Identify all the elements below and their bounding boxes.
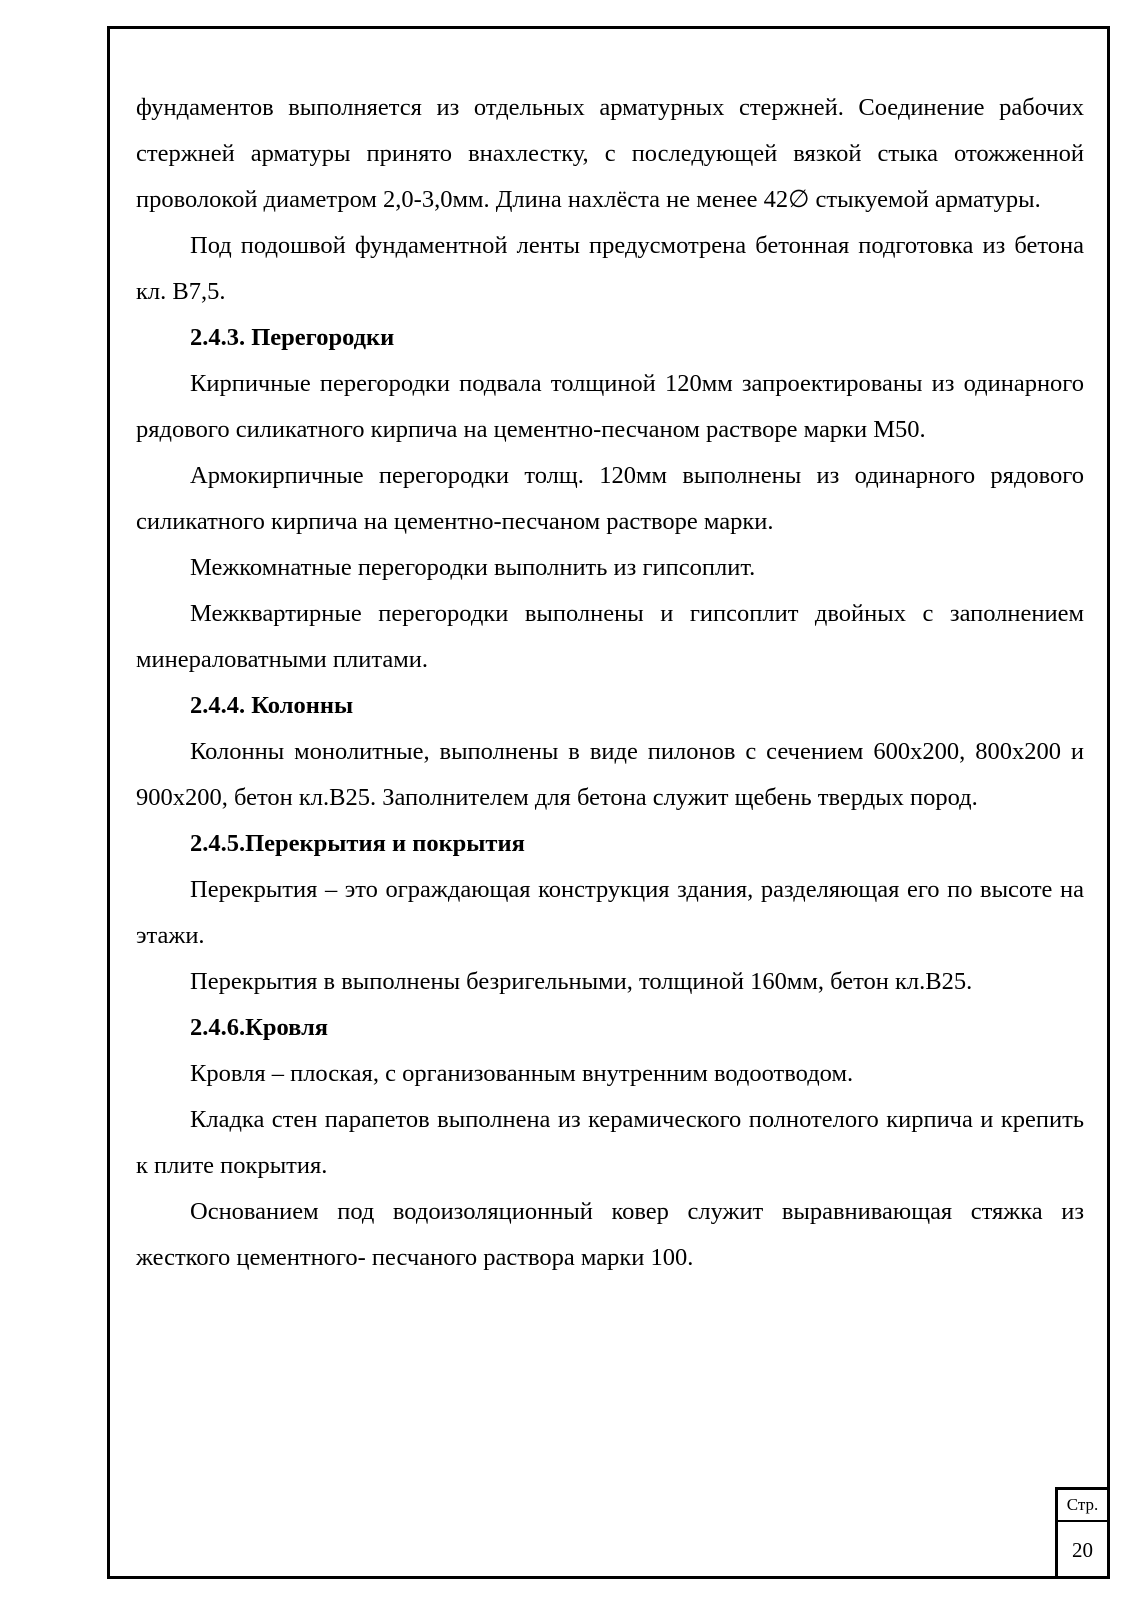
paragraph-floors-definition: Перекрытия – это ограждающая конструкция здания, разделяющая его по высоте на этажи. (136, 876, 1084, 949)
page-number-stamp (1055, 1487, 1110, 1579)
document-body (136, 85, 1084, 1281)
heading-roof: 2.4.6.Кровля (190, 1014, 329, 1041)
paragraph-roof-type: Кровля – плоская, с организованным внутренним водоотводом. (190, 1060, 854, 1087)
paragraph-foundation-reinforcement: фундаментов выполняется из отдельных арматурных стержней. Соединение рабочих стержней арматуры принято внахлестку, с последующей вязкой стыка отожженной проволокой диаметром 2,0-3,0мм. Длина нахлёста не менее 42∅ стыкуемой арматуры. (136, 94, 1084, 213)
paragraph-reinforced-partitions: Армокирпичные перегородки толщ. 120мм выполнены из одинарного рядового силикатного кирпича на цементно-песчаном растворе марки. (136, 462, 1084, 535)
paragraph-interroom-partitions: Межкомнатные перегородки выполнить из гипсоплит. (190, 554, 756, 581)
paragraph-roof-base: Основанием под водоизоляционный ковер служит выравнивающая стяжка из жесткого цементного- песчаного раствора марки 100. (136, 1198, 1084, 1271)
heading-floors-and-roofs: 2.4.5.Перекрытия и покрытия (190, 830, 525, 857)
paragraph-basement-partitions: Кирпичные перегородки подвала толщиной 120мм запроектированы из одинарного рядового силикатного кирпича на цементно-песчаном растворе марки М50. (136, 370, 1084, 443)
heading-columns: 2.4.4. Колонны (190, 692, 354, 719)
paragraph-columns: Колонны монолитные, выполнены в виде пилонов с сечением 600х200, 800х200 и 900х200, бетон кл.В25. Заполнителем для бетона служит щебень твердых пород. (136, 738, 1084, 811)
paragraph-interapartment-partitions: Межквартирные перегородки выполнены и гипсоплит двойных с заполнением минераловатными плитами. (136, 600, 1084, 673)
heading-partitions: 2.4.3. Перегородки (190, 324, 395, 351)
paragraph-floors-spec: Перекрытия в выполнены безригельными, толщиной 160мм, бетон кл.В25. (190, 968, 973, 995)
page-label: Стр. (1058, 1490, 1107, 1522)
page-number: 20 (1072, 1538, 1093, 1562)
paragraph-parapet-walls: Кладка стен парапетов выполнена из керамического полнотелого кирпича и крепить к плите покрытия. (136, 1106, 1084, 1179)
paragraph-concrete-base: Под подошвой фундаментной ленты предусмотрена бетонная подготовка из бетона кл. В7,5. (136, 232, 1084, 305)
